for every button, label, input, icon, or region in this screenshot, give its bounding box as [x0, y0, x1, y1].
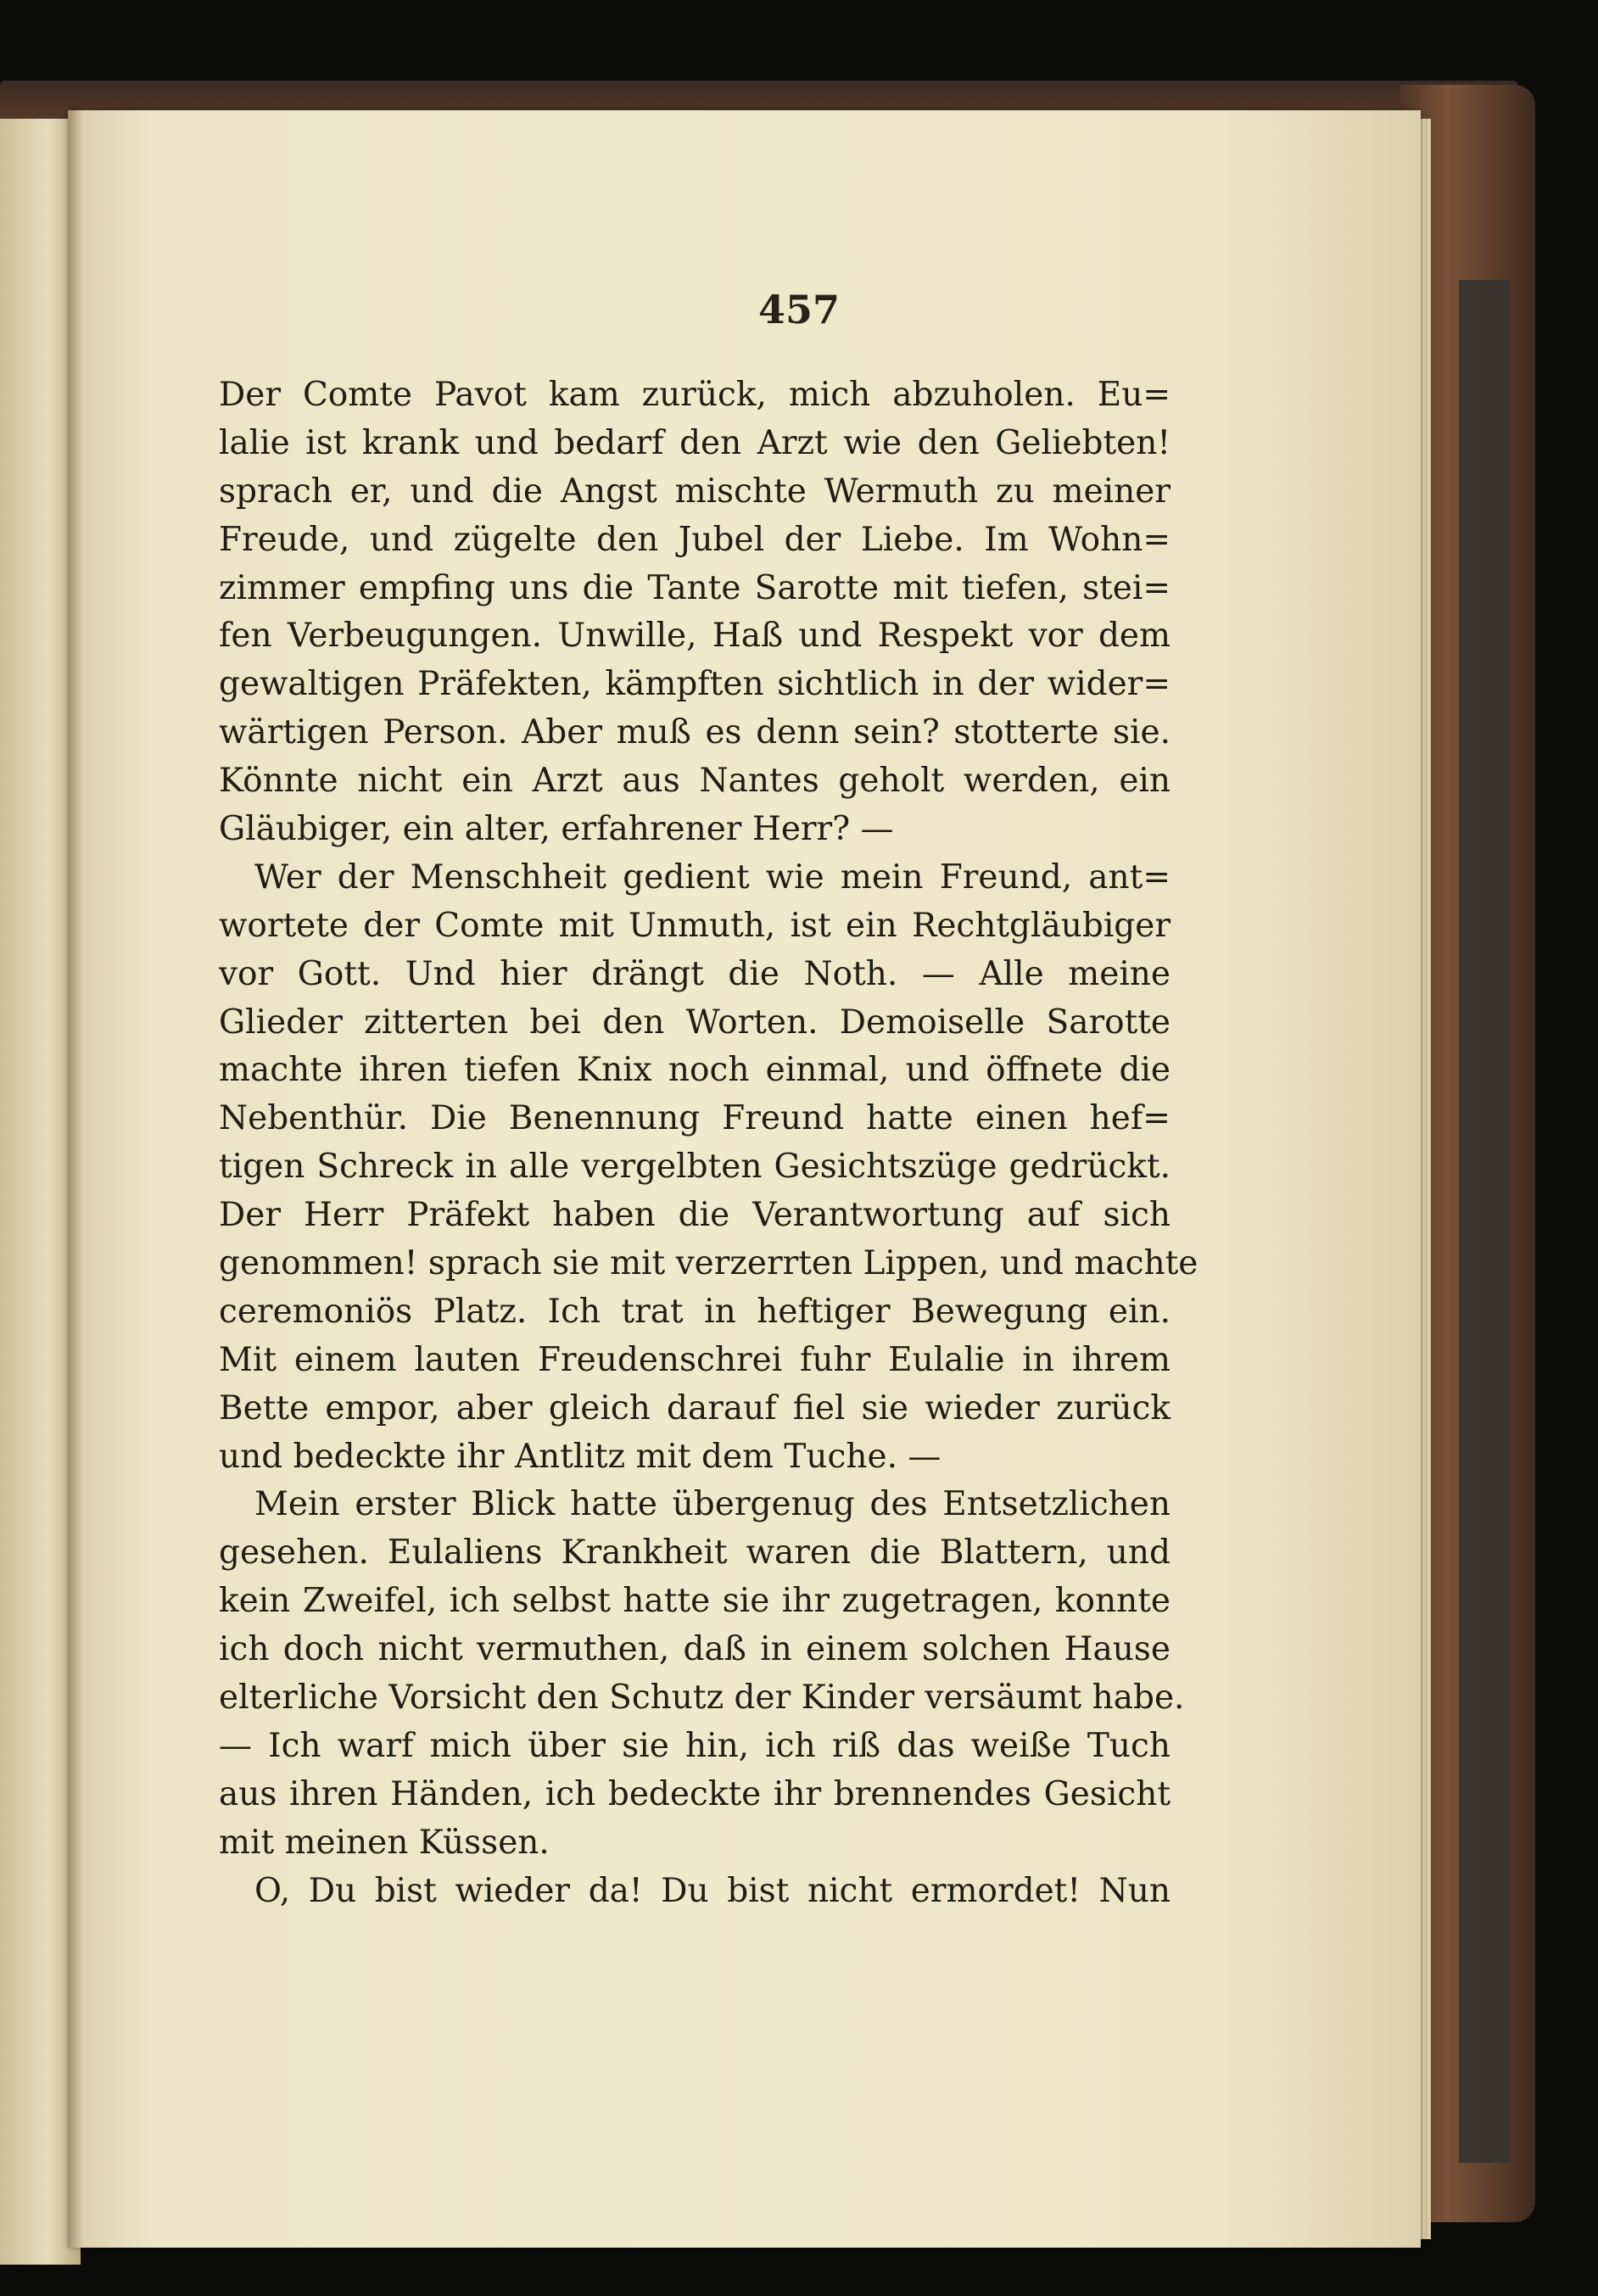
text-line: Könnte nicht ein Arzt aus Nantes geholt werden, ein — [219, 762, 1171, 801]
text-line: aus ihren Händen, ich bedeckte ihr brennendes Gesicht — [219, 1774, 1171, 1813]
text-line: ich doch nicht vermuthen, daß in einem solchen Hause — [219, 1630, 1171, 1669]
page-number: 457 — [757, 287, 841, 332]
text-line: Nebenthür. Die Benennung Freund hatte einen hef= — [219, 1099, 1171, 1138]
text-line: gesehen. Eulaliens Krankheit waren die Blattern, und — [219, 1533, 1171, 1573]
text-line: Bette empor, aber gleich darauf fiel sie wieder zurück — [219, 1388, 1171, 1427]
page-gutter-shadow — [68, 110, 83, 2248]
text-line: fen Verbeugungen. Unwille, Haß und Respekt vor dem — [219, 617, 1171, 656]
text-line: O, Du bist wieder da! Du bist nicht ermordet! Nun — [254, 1871, 1171, 1910]
text-line: tigen Schreck in alle vergelbten Gesichtszüge gedrückt. — [219, 1148, 1171, 1187]
text-line: Glieder zitterten bei den Worten. Demoiselle Sarotte — [219, 1003, 1171, 1042]
text-line: Freude, und zügelte den Jubel der Liebe. Im Wohn= — [219, 520, 1171, 559]
text-line: gewaltigen Präfekten, kämpften sichtlich in der wider= — [219, 665, 1171, 704]
text-line: ceremoniös Platz. Ich trat in heftiger Bewegung ein. — [219, 1292, 1171, 1331]
text-line: Der Herr Präfekt haben die Verantwortung auf sich — [219, 1196, 1171, 1235]
text-line: und bedeckte ihr Antlitz mit dem Tuche. — — [219, 1437, 941, 1476]
text-line: vor Gott. Und hier drängt die Noth. — Alle meine — [219, 954, 1171, 993]
text-line: Gläubiger, ein alter, erfahrener Herr? — — [219, 810, 894, 849]
text-line: wortete der Comte mit Unmuth, ist ein Rechtgläubiger — [219, 906, 1171, 945]
text-line: mit meinen Küssen. — [219, 1823, 550, 1862]
text-line: Mit einem lauten Freudenschrei fuhr Eulalie in ihrem — [219, 1340, 1171, 1379]
text-line: kein Zweifel, ich selbst hatte sie ihr zugetragen, konnte — [219, 1582, 1171, 1621]
text-line: zimmer empfing uns die Tante Sarotte mit tiefen, stei= — [219, 568, 1171, 607]
text-line: Mein erster Blick hatte übergenug des Entsetzlichen — [254, 1485, 1171, 1524]
text-line: elterliche Vorsicht den Schutz der Kinder versäumt habe. — [219, 1679, 1185, 1718]
text-line: sprach er, und die Angst mischte Wermuth zu meiner — [219, 472, 1171, 511]
text-line: machte ihren tiefen Knix noch einmal, und öffnete die — [219, 1051, 1171, 1090]
text-line: genommen! sprach sie mit verzerrten Lippen, und machte — [219, 1244, 1198, 1283]
book-cover-strip — [1459, 280, 1510, 2163]
text-line: Der Comte Pavot kam zurück, mich abzuholen. Eu= — [219, 376, 1171, 414]
page-text — [219, 371, 1198, 1916]
text-line: Wer der Menschheit gedient wie mein Freund, ant= — [254, 858, 1171, 897]
text-line: — Ich warf mich über sie hin, ich riß das weiße Tuch — [219, 1726, 1171, 1765]
text-line: lalie ist krank und bedarf den Arzt wie den Geliebten! — [219, 423, 1171, 462]
text-line: wärtigen Person. Aber muß es denn sein? stotterte sie. — [219, 713, 1171, 752]
